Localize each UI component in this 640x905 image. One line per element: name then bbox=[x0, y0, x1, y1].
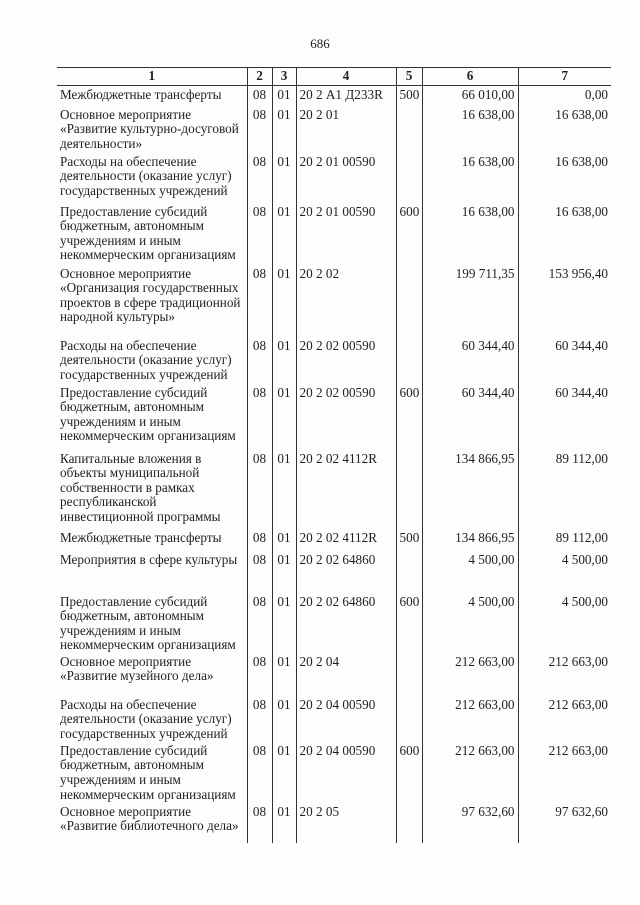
expense-type-cell: 600 bbox=[396, 203, 422, 265]
row-name-cell: Расходы на обеспечение деятельности (оказание услуг) государственных учреждений bbox=[57, 696, 247, 742]
amount-col7-cell: 0,00 bbox=[518, 86, 611, 106]
subsection-code-cell: 01 bbox=[272, 106, 296, 153]
row-name-cell: Межбюджетные трансферты bbox=[57, 86, 247, 106]
section-code-cell: 08 bbox=[247, 106, 272, 153]
amount-col7-cell: 16 638,00 bbox=[518, 203, 611, 265]
amount-col7-cell: 212 663,00 bbox=[518, 653, 611, 696]
section-code-cell: 08 bbox=[247, 86, 272, 106]
section-code-cell: 08 bbox=[247, 653, 272, 696]
subsection-code-cell: 01 bbox=[272, 551, 296, 593]
subsection-code-cell: 01 bbox=[272, 265, 296, 337]
section-code-cell: 08 bbox=[247, 803, 272, 843]
target-code-cell: 20 2 02 64860 bbox=[296, 551, 396, 593]
section-code-cell: 08 bbox=[247, 265, 272, 337]
amount-col7-cell: 89 112,00 bbox=[518, 529, 611, 551]
target-code-cell: 20 2 02 bbox=[296, 265, 396, 337]
target-code-cell: 20 2 А1 Д233R bbox=[296, 86, 396, 106]
target-code-cell: 20 2 04 bbox=[296, 653, 396, 696]
expense-type-cell bbox=[396, 153, 422, 203]
table-row bbox=[57, 450, 611, 529]
row-name-cell: Предоставление субсидий бюджетным, автономным учреждениям и иным некоммерческим организациям bbox=[57, 203, 247, 265]
row-name-cell: Предоставление субсидий бюджетным, автономным учреждениям и иным некоммерческим организациям bbox=[57, 593, 247, 653]
row-name-cell: Основное мероприятие «Развитие культурно-досуговой деятельности» bbox=[57, 106, 247, 153]
amount-col7-cell: 16 638,00 bbox=[518, 106, 611, 153]
table-row bbox=[57, 384, 611, 450]
amount-col6-cell: 60 344,40 bbox=[422, 337, 518, 384]
subsection-code-cell: 01 bbox=[272, 742, 296, 803]
subsection-code-cell: 01 bbox=[272, 803, 296, 843]
section-code-cell: 08 bbox=[247, 153, 272, 203]
expense-type-cell: 500 bbox=[396, 86, 422, 106]
table-row bbox=[57, 153, 611, 203]
expense-type-cell bbox=[396, 337, 422, 384]
table-row bbox=[57, 529, 611, 551]
row-name-cell: Основное мероприятие «Развитие библиотечного дела» bbox=[57, 803, 247, 843]
target-code-cell: 20 2 02 00590 bbox=[296, 384, 396, 450]
amount-col6-cell: 16 638,00 bbox=[422, 106, 518, 153]
row-name-cell: Предоставление субсидий бюджетным, автономным учреждениям и иным некоммерческим организациям bbox=[57, 742, 247, 803]
column-header: 6 bbox=[422, 68, 518, 86]
expense-type-cell bbox=[396, 653, 422, 696]
amount-col7-cell: 4 500,00 bbox=[518, 593, 611, 653]
amount-col6-cell: 16 638,00 bbox=[422, 203, 518, 265]
table-row bbox=[57, 593, 611, 653]
amount-col6-cell: 16 638,00 bbox=[422, 153, 518, 203]
column-header: 7 bbox=[518, 68, 611, 86]
amount-col6-cell: 4 500,00 bbox=[422, 593, 518, 653]
target-code-cell: 20 2 04 00590 bbox=[296, 742, 396, 803]
section-code-cell: 08 bbox=[247, 696, 272, 742]
amount-col6-cell: 134 866,95 bbox=[422, 450, 518, 529]
table-row bbox=[57, 337, 611, 384]
section-code-cell: 08 bbox=[247, 529, 272, 551]
amount-col6-cell: 134 866,95 bbox=[422, 529, 518, 551]
row-name-cell: Межбюджетные трансферты bbox=[57, 529, 247, 551]
row-name-cell: Расходы на обеспечение деятельности (оказание услуг) государственных учреждений bbox=[57, 337, 247, 384]
table-row bbox=[57, 696, 611, 742]
row-name-cell: Основное мероприятие «Развитие музейного дела» bbox=[57, 653, 247, 696]
expense-type-cell bbox=[396, 551, 422, 593]
expense-type-cell: 600 bbox=[396, 742, 422, 803]
row-name-cell: Расходы на обеспечение деятельности (оказание услуг) государственных учреждений bbox=[57, 153, 247, 203]
expense-type-cell bbox=[396, 265, 422, 337]
budget-table bbox=[57, 67, 611, 843]
table-row bbox=[57, 106, 611, 153]
section-code-cell: 08 bbox=[247, 337, 272, 384]
expense-type-cell: 600 bbox=[396, 593, 422, 653]
subsection-code-cell: 01 bbox=[272, 450, 296, 529]
column-header: 4 bbox=[296, 68, 396, 86]
amount-col7-cell: 89 112,00 bbox=[518, 450, 611, 529]
target-code-cell: 20 2 05 bbox=[296, 803, 396, 843]
column-header: 3 bbox=[272, 68, 296, 86]
expense-type-cell bbox=[396, 106, 422, 153]
row-name-cell: Капитальные вложения в объекты муниципальной собственности в рамках республиканской инвестиционной программы bbox=[57, 450, 247, 529]
header-row bbox=[57, 68, 611, 86]
subsection-code-cell: 01 bbox=[272, 529, 296, 551]
row-name-cell: Основное мероприятие «Организация государственных проектов в сфере традиционной народной культуры» bbox=[57, 265, 247, 337]
subsection-code-cell: 01 bbox=[272, 384, 296, 450]
subsection-code-cell: 01 bbox=[272, 153, 296, 203]
subsection-code-cell: 01 bbox=[272, 86, 296, 106]
amount-col7-cell: 60 344,40 bbox=[518, 337, 611, 384]
column-header: 1 bbox=[57, 68, 247, 86]
amount-col6-cell: 66 010,00 bbox=[422, 86, 518, 106]
column-header: 5 bbox=[396, 68, 422, 86]
amount-col6-cell: 60 344,40 bbox=[422, 384, 518, 450]
column-header: 2 bbox=[247, 68, 272, 86]
expense-type-cell: 500 bbox=[396, 529, 422, 551]
subsection-code-cell: 01 bbox=[272, 203, 296, 265]
row-name-cell: Предоставление субсидий бюджетным, автономным учреждениям и иным некоммерческим организациям bbox=[57, 384, 247, 450]
section-code-cell: 08 bbox=[247, 450, 272, 529]
amount-col6-cell: 199 711,35 bbox=[422, 265, 518, 337]
table-row bbox=[57, 653, 611, 696]
subsection-code-cell: 01 bbox=[272, 337, 296, 384]
section-code-cell: 08 bbox=[247, 593, 272, 653]
amount-col7-cell: 97 632,60 bbox=[518, 803, 611, 843]
table-row bbox=[57, 551, 611, 593]
amount-col6-cell: 212 663,00 bbox=[422, 742, 518, 803]
target-code-cell: 20 2 01 bbox=[296, 106, 396, 153]
subsection-code-cell: 01 bbox=[272, 593, 296, 653]
amount-col7-cell: 16 638,00 bbox=[518, 153, 611, 203]
table-row bbox=[57, 203, 611, 265]
section-code-cell: 08 bbox=[247, 742, 272, 803]
page-number: 686 bbox=[310, 36, 330, 51]
amount-col6-cell: 212 663,00 bbox=[422, 696, 518, 742]
target-code-cell: 20 2 04 00590 bbox=[296, 696, 396, 742]
amount-col7-cell: 212 663,00 bbox=[518, 696, 611, 742]
table-row bbox=[57, 265, 611, 337]
expense-type-cell bbox=[396, 450, 422, 529]
section-code-cell: 08 bbox=[247, 551, 272, 593]
target-code-cell: 20 2 02 4112R bbox=[296, 450, 396, 529]
target-code-cell: 20 2 02 64860 bbox=[296, 593, 396, 653]
expense-type-cell: 600 bbox=[396, 384, 422, 450]
target-code-cell: 20 2 02 00590 bbox=[296, 337, 396, 384]
row-name-cell: Мероприятия в сфере культуры bbox=[57, 551, 247, 593]
subsection-code-cell: 01 bbox=[272, 696, 296, 742]
expense-type-cell bbox=[396, 803, 422, 843]
amount-col7-cell: 212 663,00 bbox=[518, 742, 611, 803]
section-code-cell: 08 bbox=[247, 384, 272, 450]
table-row bbox=[57, 742, 611, 803]
amount-col6-cell: 97 632,60 bbox=[422, 803, 518, 843]
table-row bbox=[57, 803, 611, 843]
amount-col7-cell: 153 956,40 bbox=[518, 265, 611, 337]
amount-col6-cell: 4 500,00 bbox=[422, 551, 518, 593]
subsection-code-cell: 01 bbox=[272, 653, 296, 696]
target-code-cell: 20 2 01 00590 bbox=[296, 153, 396, 203]
table-row bbox=[57, 86, 611, 106]
amount-col6-cell: 212 663,00 bbox=[422, 653, 518, 696]
target-code-cell: 20 2 02 4112R bbox=[296, 529, 396, 551]
target-code-cell: 20 2 01 00590 bbox=[296, 203, 396, 265]
amount-col7-cell: 4 500,00 bbox=[518, 551, 611, 593]
amount-col7-cell: 60 344,40 bbox=[518, 384, 611, 450]
expense-type-cell bbox=[396, 696, 422, 742]
section-code-cell: 08 bbox=[247, 203, 272, 265]
